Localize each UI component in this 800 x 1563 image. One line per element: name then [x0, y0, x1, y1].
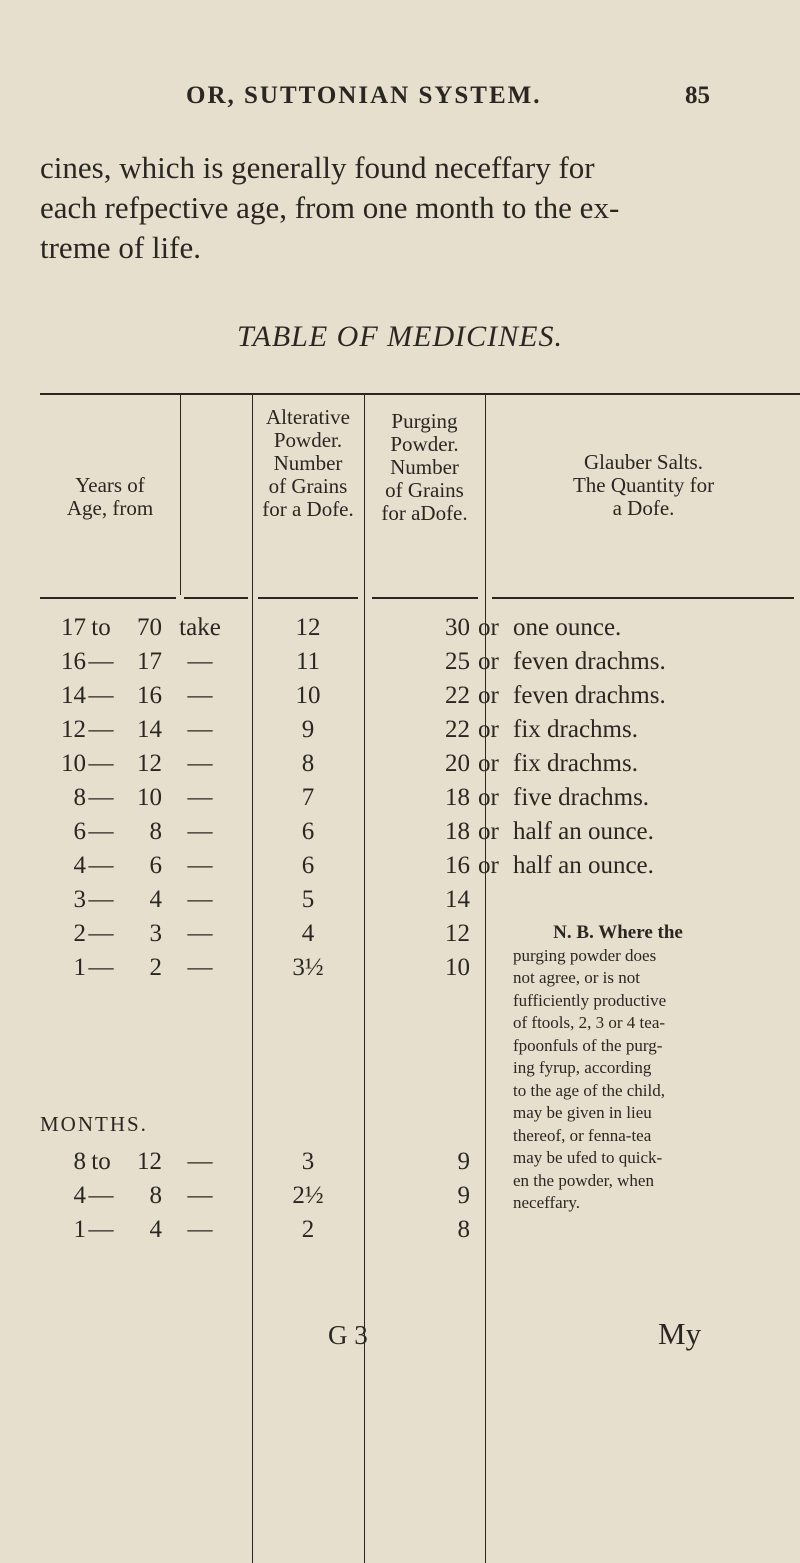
table-row: 4 — 6 — 6 16 or half an ounce. — [73, 852, 654, 879]
table-top-rule — [40, 393, 800, 395]
header-glauber: Glauber Salts. The Quantity for a Dofe. — [572, 450, 715, 520]
header-purging: Purging Powder. Number of Grains for aDofe. — [381, 409, 468, 525]
column-divider — [180, 395, 181, 595]
table-row: 1 — 4 — 2 8 — [73, 1216, 470, 1243]
header-rule — [184, 597, 248, 599]
table-row: 8 — 10 — 7 18 or five drachms. — [73, 784, 650, 811]
header-rule — [258, 597, 358, 599]
table-row: 14 — 16 — 10 22 or feven drachms. — [61, 682, 666, 709]
header-rule — [372, 597, 478, 599]
table-row: 1 — 2 — 3½ 10 — [73, 954, 470, 981]
table-row: 4 — 8 — 2½ 9 — [73, 1182, 470, 1209]
months-label: MONTHS. — [40, 1112, 148, 1136]
running-head — [186, 82, 710, 110]
header-alterative: Alterative Powder. Number of Grains for a Dofe. — [262, 405, 354, 521]
intro-paragraph — [40, 148, 720, 268]
table-row: 17 to 70 take 12 30 or one ounce. — [61, 614, 622, 641]
running-head-title: OR, SUTTONIAN SYSTEM. — [186, 82, 542, 109]
intro-line: cines, which is generally found neceffary for — [40, 150, 595, 185]
signature-mark: G 3 — [328, 1320, 368, 1350]
intro-line: each refpective age, from one month to the ex- — [40, 190, 620, 225]
table-title: TABLE OF MEDICINES. — [237, 320, 563, 353]
table-row: 8 to 12 — 3 9 — [73, 1148, 470, 1175]
page-number: 85 — [685, 82, 710, 109]
table-row: 12 — 14 — 9 22 or fix drachms. — [61, 716, 638, 743]
table-row: 6 — 8 — 6 18 or half an ounce. — [73, 818, 654, 845]
header-rule — [492, 597, 794, 599]
header-age: Years of Age, from — [66, 473, 154, 520]
catchword: My — [658, 1316, 702, 1351]
header-rule — [40, 597, 176, 599]
intro-line: treme of life. — [40, 230, 201, 265]
footnote-nb: N. B. Where the purging powder does not agree, or is not fufficiently productive of ftools, 2, 3 or 4 tea- fpoonfuls of the purg- ing fyrup, according to the age of the child, may be given in lieu thereof, or fenna-tea may be ufed to quick- en the powder, when neceffary. — [513, 922, 683, 1212]
table-row: 3 — 4 — 5 14 — [73, 886, 470, 913]
table-row: 2 — 3 — 4 12 — [73, 920, 470, 947]
table-row: 16 — 17 — 11 25 or feven drachms. — [61, 648, 666, 675]
table-row: 10 — 12 — 8 20 or fix drachms. — [61, 750, 638, 777]
